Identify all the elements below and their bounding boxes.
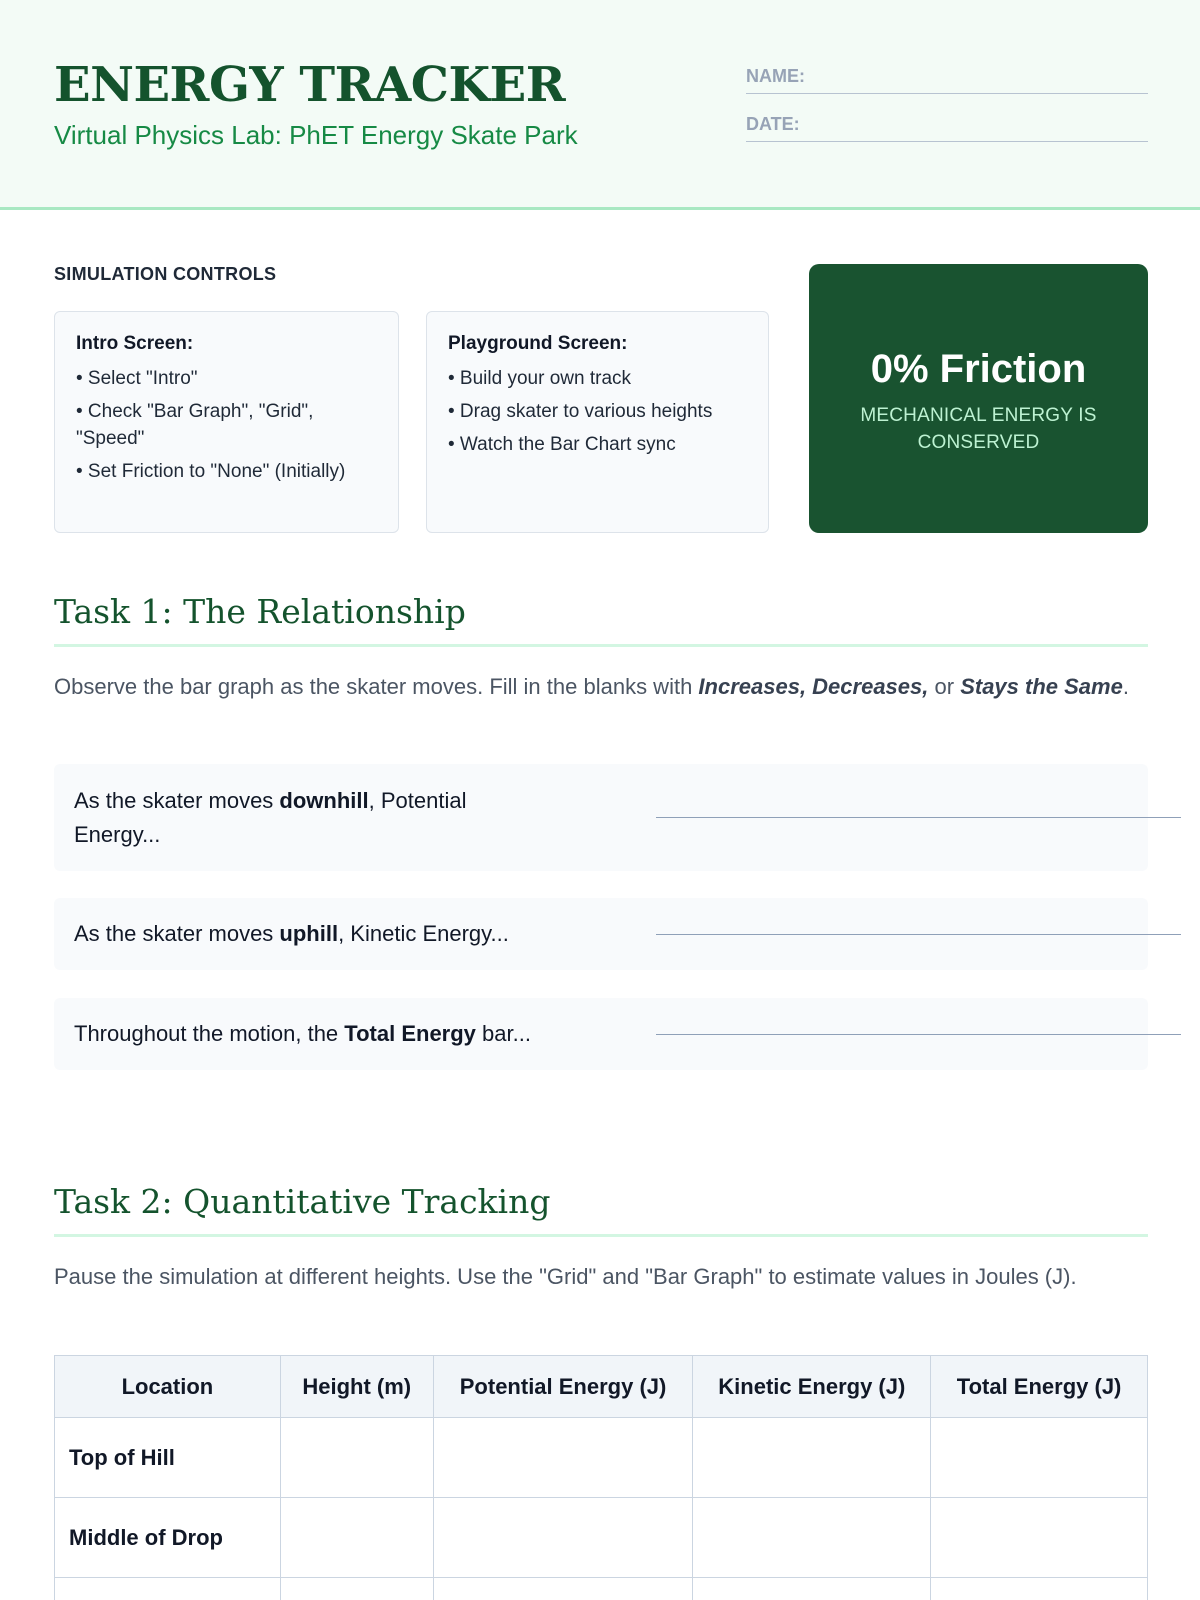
column-header-height: Height (m): [280, 1356, 433, 1418]
table-cell[interactable]: [693, 1418, 931, 1498]
question-text-part: Throughout the motion, the: [74, 1021, 345, 1046]
row-label: [55, 1578, 281, 1600]
name-label: NAME:: [746, 66, 805, 86]
table-header-row: [55, 1356, 1148, 1418]
instructions-text: .: [1122, 674, 1129, 699]
table-row: [55, 1418, 1148, 1498]
question-row-downhill: [54, 764, 1148, 871]
table-cell[interactable]: [433, 1578, 693, 1600]
task1-title: Task 1: The Relationship: [54, 590, 1148, 647]
list-item: • Check "Bar Graph", "Grid", "Speed": [76, 401, 314, 449]
task2-instructions: Pause the simulation at different heights. Use the "Grid" and "Bar Graph" to estimate values in Joules (J).: [54, 1264, 1077, 1289]
answer-blank[interactable]: [656, 817, 1181, 818]
question-text: [74, 1017, 531, 1051]
table-cell[interactable]: [931, 1578, 1148, 1600]
friction-callout-subtitle: MECHANICAL ENERGY IS CONSERVED: [860, 405, 1097, 453]
name-field[interactable]: [746, 64, 1148, 94]
date-field[interactable]: [746, 112, 1148, 142]
question-text-part: As the skater moves: [74, 788, 280, 813]
table-row: [55, 1498, 1148, 1578]
table-cell[interactable]: [280, 1498, 433, 1578]
list-item: • Build your own track: [448, 368, 632, 389]
table-cell[interactable]: [280, 1578, 433, 1600]
table-cell[interactable]: [433, 1418, 693, 1498]
question-keyword: uphill: [279, 921, 339, 946]
page-title: ENERGY TRACKER: [54, 57, 566, 113]
table-row: [55, 1578, 1148, 1600]
question-text: [74, 784, 554, 852]
energy-data-table: [54, 1355, 1148, 1600]
table-cell[interactable]: [433, 1498, 693, 1578]
instructions-option: Increases, Decreases,: [698, 674, 929, 699]
task1-instructions: [54, 670, 1148, 704]
question-keyword: downhill: [279, 788, 369, 813]
question-row-total-energy: [54, 998, 1148, 1070]
table-cell[interactable]: [931, 1498, 1148, 1578]
column-header-total-energy: Total Energy (J): [931, 1356, 1148, 1418]
column-header-location: Location: [55, 1356, 281, 1418]
column-header-kinetic-energy: Kinetic Energy (J): [693, 1356, 931, 1418]
intro-screen-card: [54, 311, 399, 533]
playground-steps-list: [448, 365, 750, 458]
answer-blank[interactable]: [656, 1034, 1181, 1035]
row-label: Top of Hill: [55, 1418, 281, 1498]
page-subtitle: Virtual Physics Lab: PhET Energy Skate Park: [54, 120, 578, 150]
table-cell[interactable]: [931, 1418, 1148, 1498]
answer-blank[interactable]: [656, 934, 1181, 935]
question-text-part: As the skater moves: [74, 921, 280, 946]
task2-title: Task 2: Quantitative Tracking: [54, 1180, 1148, 1237]
instructions-text: or: [928, 674, 961, 699]
friction-callout: [809, 264, 1148, 533]
column-header-potential-energy: Potential Energy (J): [433, 1356, 693, 1418]
row-label: Middle of Drop: [55, 1498, 281, 1578]
date-label: DATE:: [746, 114, 800, 134]
table-cell[interactable]: [693, 1578, 931, 1600]
simulation-controls-heading: SIMULATION CONTROLS: [54, 264, 277, 284]
page-header: [0, 0, 1200, 210]
question-text-part: bar...: [475, 1021, 531, 1046]
question-text: [74, 917, 509, 951]
friction-callout-title: 0% Friction: [870, 347, 1087, 391]
question-text-part: , Kinetic Energy...: [338, 921, 509, 946]
list-item: • Watch the Bar Chart sync: [448, 434, 676, 455]
list-item: • Set Friction to "None" (Initially): [76, 461, 346, 482]
playground-screen-card: [426, 311, 769, 533]
instructions-text: Observe the bar graph as the skater moves. Fill in the blanks with: [54, 674, 699, 699]
list-item: • Drag skater to various heights: [448, 401, 713, 422]
list-item: • Select "Intro": [76, 368, 198, 389]
table-cell[interactable]: [280, 1418, 433, 1498]
question-keyword: Total Energy: [344, 1021, 476, 1046]
question-text-part: , Potential Energy...: [74, 788, 467, 847]
question-row-uphill: [54, 898, 1148, 970]
instructions-option: Stays the Same: [960, 674, 1123, 699]
table-cell[interactable]: [693, 1498, 931, 1578]
intro-steps-list: [76, 365, 380, 485]
intro-card-title: Intro Screen:: [76, 333, 194, 354]
playground-card-title: Playground Screen:: [448, 333, 628, 354]
